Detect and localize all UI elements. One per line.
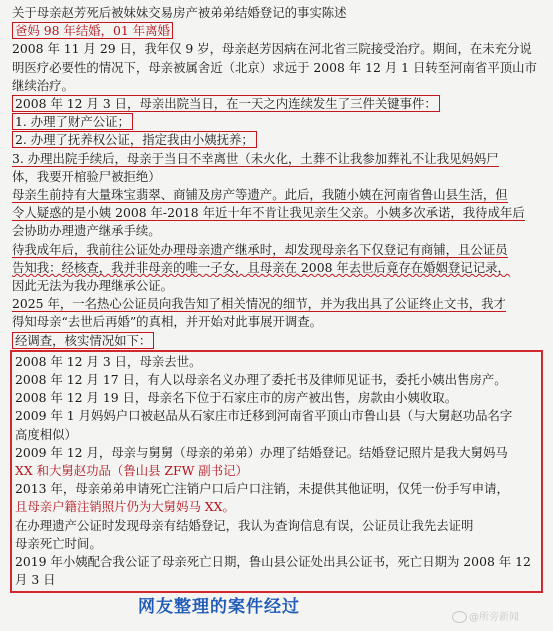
event-3-line-2: 体，我要开棺验尸被拒绝）: [12, 168, 161, 184]
marriage-line: 爸妈 98 年结婚，01 年离婚: [12, 22, 173, 39]
finding-8b: 月 3 日: [15, 572, 56, 588]
weibo-icon: [452, 611, 467, 623]
caption: 网友整理的案件经过: [138, 597, 300, 617]
finding-3: 2008 年 12 月 19 日，母亲名下位于石家庄市的房产被出售，房款由小姨收取。: [15, 390, 458, 406]
finding-8a: 2019 年小姨配合我公证了母亲死亡日期，鲁山县公证处出具公证书，死亡日期为 2008 年 12: [15, 554, 531, 570]
findings-heading: 经调查，核实情况如下：: [12, 332, 154, 349]
p4-line-1: [12, 295, 545, 313]
p2-text-2: 令人疑惑的是小姨 2008 年-2018 年近十年不肯让我见亲生父亲。小姨多次承诺，我待成年后: [12, 205, 525, 221]
finding-4b: 高度相似）: [15, 426, 77, 442]
event-1-row: [12, 113, 545, 131]
finding-2: 2008 年 12 月 17 日，有人以母亲名义办理了委托书及律师见证书，委托小姨出售房产。: [15, 372, 507, 388]
finding-7b: 母亲死亡时间。: [15, 535, 102, 551]
p1-line-1: 2008 年 11 月 29 日，我年仅 9 岁，母亲赵芳因病在河北省三院接受治疗。期间，在未充分说: [12, 41, 532, 57]
p2-text-1: 母亲生前持有大量珠宝翡翠、商铺及房产等遗产。此后，我随小姨在河南省鲁山县生活，但: [12, 187, 508, 203]
p3-line-3: 因此无法为我办理继承公证。: [12, 278, 174, 294]
marriage-line-row: [12, 22, 545, 40]
findings-box: [10, 350, 543, 593]
event-2-row: [12, 131, 545, 149]
event-2: 2. 办理了抚养权公证，指定我由小姨抚养；: [12, 131, 257, 148]
finding-7a: 在办理遗产公证时发现母亲有结婚登记，我认为查询信息有误，公证员让我先去证明: [15, 517, 474, 533]
p3-line-1: [12, 241, 545, 259]
p4-text-1: 2025 年，一名热心公证员向我告知了相关情况的细节，并为我出具了公证终止文书，我才: [12, 296, 506, 312]
finding-5a: 2009 年 12 月，母亲与舅舅（母亲的弟弟）办理了结婚登记。结婚登记照片是我大舅妈马: [15, 444, 508, 460]
finding-1: 2008 年 12 月 3 日，母亲去世。: [15, 353, 202, 369]
p2-line-2: [12, 204, 545, 222]
event-1: 1. 办理了财产公证；: [12, 113, 133, 130]
finding-6b: 且母亲户籍注销照片仍为大舅妈马 XX。: [15, 499, 235, 515]
dec3-line: 2008 年 12 月 3 日，母亲出院当日，在一天之内连续发生了三件关键事件：: [12, 95, 440, 112]
p1-line-3: 继续治疗。: [12, 77, 74, 93]
watermark-text: @所旁新闻: [469, 612, 519, 623]
finding-6a: 2013 年，母亲弟弟申请死亡注销户口后户口注销，未提供其他证明，仅凭一份手写申请，: [15, 481, 509, 497]
finding-5b: XX 和大舅赵功品（鲁山县 ZFW 副书记）: [15, 463, 248, 479]
event-3-line-1: [12, 150, 545, 168]
dec3-line-row: [12, 95, 545, 113]
event-3-text-1: 3. 办理出院手续后，母亲于当日不幸离世（未火化，土葬不让我参加葬礼不让我见妈妈尸: [12, 150, 499, 166]
p3-text-1: 待我成年后，我前往公证处办理母亲遗产继承时，却发现母亲名下仅登记有商铺，且公证员: [12, 241, 508, 257]
watermark: [452, 608, 519, 623]
p4-line-2: 得知母亲“去世后再婚”的真相，并开始对此事展开调查。: [12, 314, 323, 330]
finding-4a: 2009 年 1 月妈妈户口被赵品从石家庄市迁移到河南省平顶山市鲁山县（与大舅赵功品名字: [15, 408, 513, 424]
p1-line-2: 明医疗必要性的情况下，母亲被属舍近（北京）求远于 2008 年 12 月 1 日转至河南省平顶山市: [12, 59, 537, 75]
document-title: 关于母亲赵芳死后被妹妹交易房产被弟弟结婚登记的事实陈述: [12, 5, 347, 20]
p2-line-3: 会协助办理遗产继承手续。: [12, 223, 161, 239]
findings-head-row: [12, 332, 545, 350]
p2-line-1: [12, 186, 545, 204]
p3-text-2: 告知我：经核查，我并非母亲的唯一子女，且母亲在 2008 年去世后竟存在婚姻登记记录，: [12, 259, 510, 275]
p3-line-2: [12, 259, 545, 277]
